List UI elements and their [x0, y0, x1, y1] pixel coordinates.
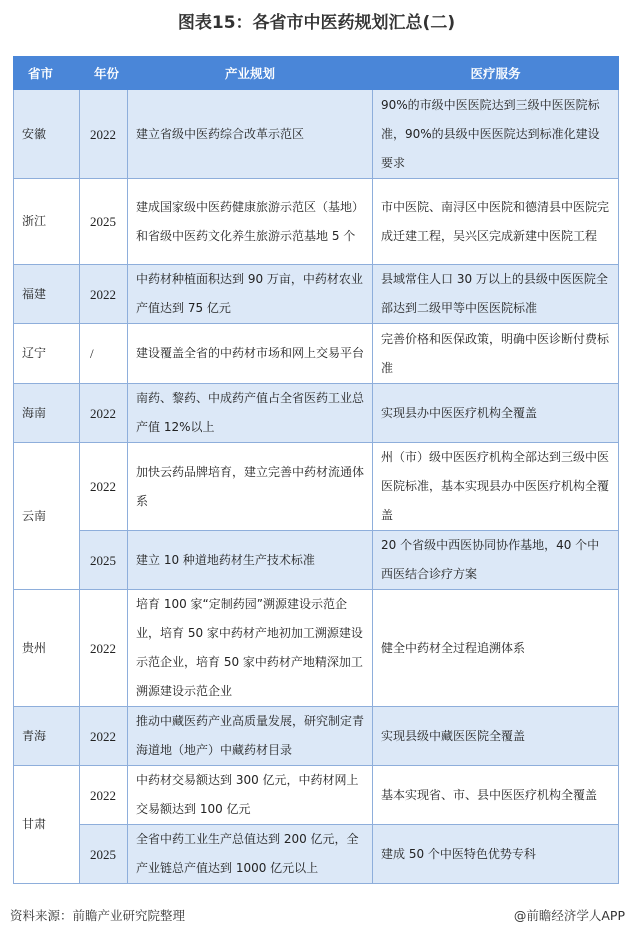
cell-industry: 南药、黎药、中成药产值占全省医药工业总产值 12%以上 — [128, 384, 373, 443]
header-industry-plan: 产业规划 — [128, 57, 373, 90]
cell-medical: 县域常住人口 30 万以上的县级中医医院全部达到二级甲等中医医院标准 — [373, 265, 619, 324]
cell-medical: 完善价格和医保政策，明确中医诊断付费标准 — [373, 324, 619, 384]
cell-province: 海南 — [14, 384, 80, 443]
source-note: 资料来源：前瞻产业研究院整理 — [10, 908, 186, 923]
cell-industry: 全省中药工业生产总值达到 200 亿元，全产业链总产值达到 1000 亿元以上 — [128, 825, 373, 884]
cell-year: 2022 — [80, 384, 128, 443]
cell-industry: 培育 100 家“定制药园”溯源建设示范企业，培育 50 家中药材产地初加工溯源建设示范企业，培育 50 家中药材产地精深加工溯源建设示范企业 — [128, 590, 373, 707]
cell-medical: 实现县办中医医疗机构全覆盖 — [373, 384, 619, 443]
cell-medical: 20 个省级中西医协同协作基地，40 个中西医结合诊疗方案 — [373, 531, 619, 590]
cell-medical: 州（市）级中医医疗机构全部达到三级中医医院标准，基本实现县办中医医疗机构全覆盖 — [373, 443, 619, 531]
table-row — [14, 766, 619, 825]
cell-year: 2022 — [80, 590, 128, 707]
cell-industry: 中药材种植面积达到 90 万亩，中药材农业产值达到 75 亿元 — [128, 265, 373, 324]
table-row — [14, 179, 619, 265]
cell-industry: 建立省级中医药综合改革示范区 — [128, 90, 373, 179]
cell-province: 安徽 — [14, 90, 80, 179]
table-row — [14, 324, 619, 384]
table-header-row — [14, 57, 619, 90]
cell-industry: 加快云药品牌培育，建立完善中药材流通体系 — [128, 443, 373, 531]
cell-year: 2022 — [80, 90, 128, 179]
header-medical-service: 医疗服务 — [373, 57, 619, 90]
credit-note: @前瞻经济学人APP — [513, 908, 625, 923]
cell-year: 2022 — [80, 265, 128, 324]
cell-medical: 基本实现省、市、县中医医疗机构全覆盖 — [373, 766, 619, 825]
cell-industry: 建成国家级中医药健康旅游示范区（基地）和省级中医药文化养生旅游示范基地 5 个 — [128, 179, 373, 265]
cell-medical: 健全中药材全过程追溯体系 — [373, 590, 619, 707]
figure-title: 图表15：各省市中医药规划汇总(二) — [177, 13, 456, 33]
cell-year: 2025 — [80, 531, 128, 590]
cell-province: 青海 — [14, 707, 80, 766]
cell-medical: 实现县级中藏医医院全覆盖 — [373, 707, 619, 766]
cell-year: 2025 — [80, 825, 128, 884]
table-row — [14, 531, 619, 590]
tcm-planning-table — [13, 56, 619, 884]
table-row — [14, 384, 619, 443]
cell-industry: 中药材交易额达到 300 亿元，中药材网上交易额达到 100 亿元 — [128, 766, 373, 825]
cell-province: 贵州 — [14, 590, 80, 707]
cell-year: 2022 — [80, 443, 128, 531]
cell-province: 云南 — [14, 443, 80, 590]
cell-province: 浙江 — [14, 179, 80, 265]
header-province: 省市 — [14, 57, 80, 90]
header-year: 年份 — [80, 57, 128, 90]
cell-year: / — [80, 324, 128, 384]
cell-medical: 建成 50 个中医特色优势专科 — [373, 825, 619, 884]
cell-province: 福建 — [14, 265, 80, 324]
table-row — [14, 825, 619, 884]
cell-medical: 市中医院、南浔区中医院和德清县中医院完成迁建工程，吴兴区完成新建中医院工程 — [373, 179, 619, 265]
cell-province: 甘肃 — [14, 766, 80, 884]
cell-industry: 推动中藏医药产业高质量发展，研究制定青海道地（地产）中藏药材目录 — [128, 707, 373, 766]
cell-year: 2022 — [80, 766, 128, 825]
table-row — [14, 443, 619, 531]
cell-year: 2022 — [80, 707, 128, 766]
table-row — [14, 707, 619, 766]
table-row — [14, 90, 619, 179]
cell-province: 辽宁 — [14, 324, 80, 384]
table-row — [14, 590, 619, 707]
cell-industry: 建设覆盖全省的中药材市场和网上交易平台 — [128, 324, 373, 384]
cell-year: 2025 — [80, 179, 128, 265]
cell-medical: 90%的市级中医医院达到三级中医医院标准，90%的县级中医医院达到标准化建设要求 — [373, 90, 619, 179]
cell-industry: 建立 10 种道地药材生产技术标准 — [128, 531, 373, 590]
table-row — [14, 265, 619, 324]
